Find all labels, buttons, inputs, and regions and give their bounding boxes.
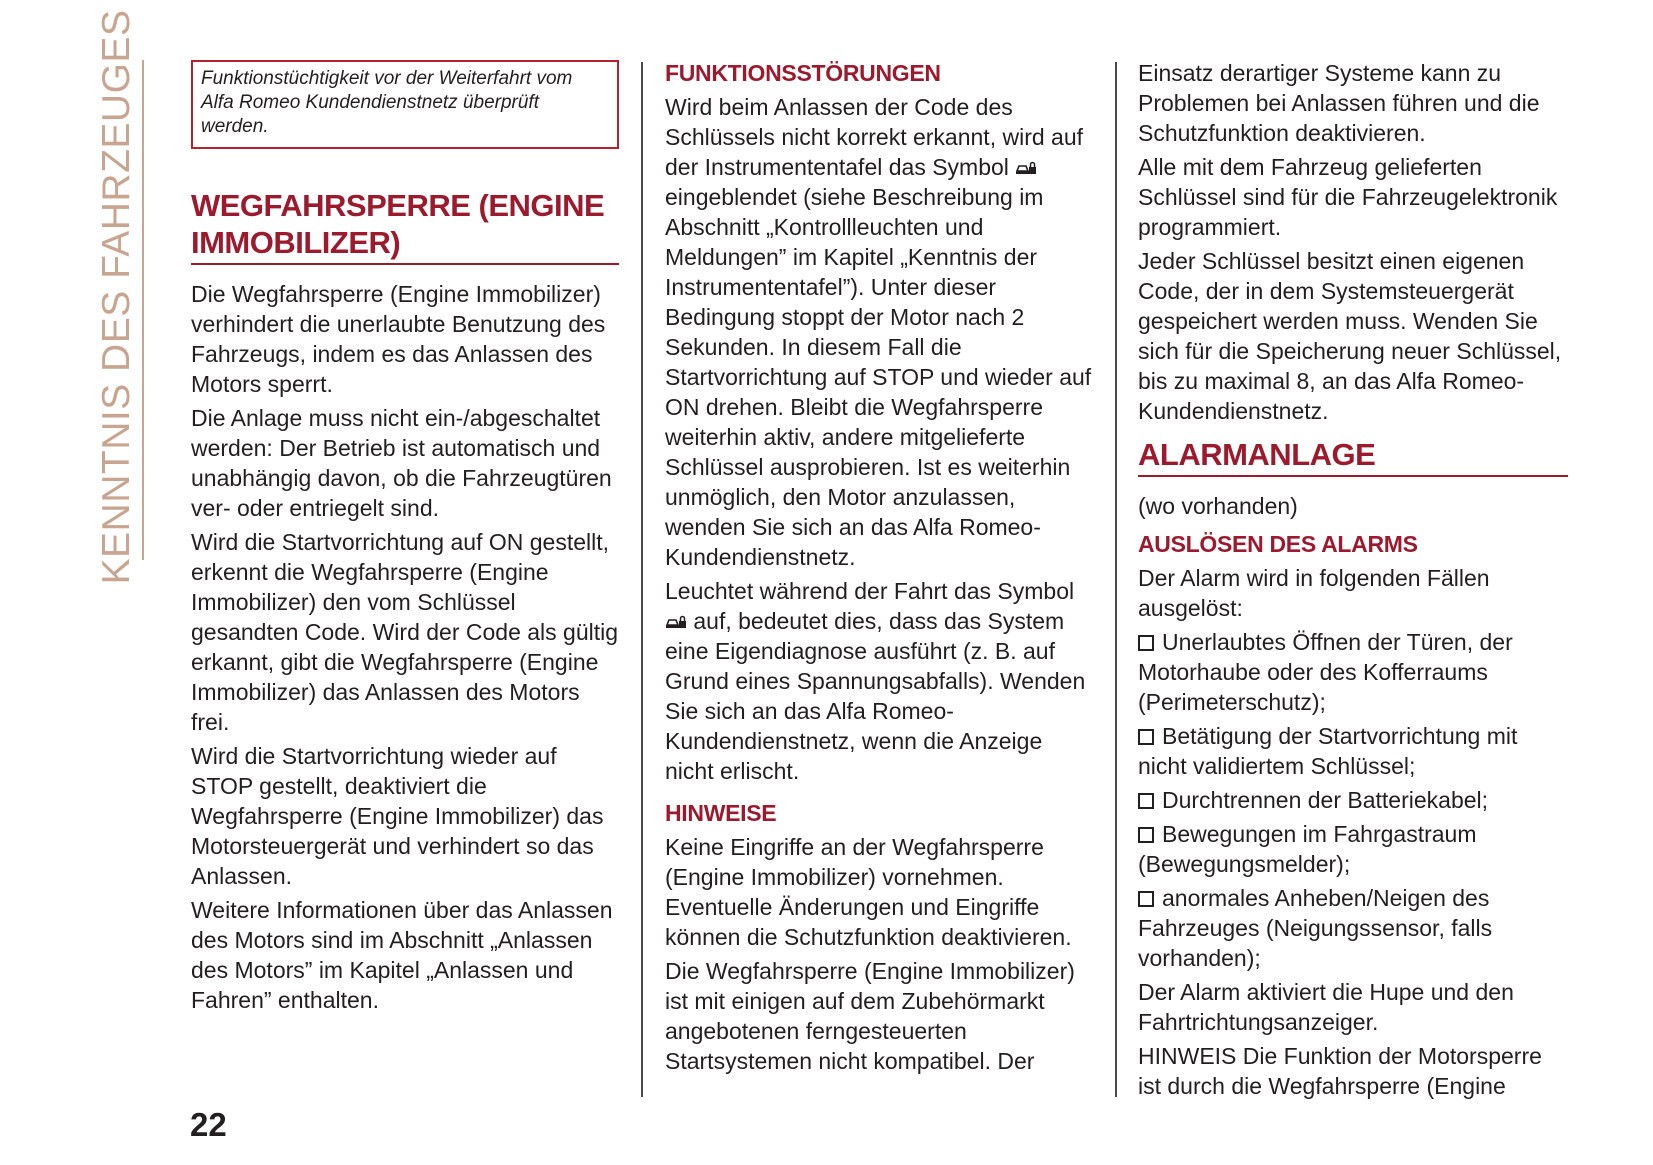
column-divider: [1115, 62, 1117, 1097]
paragraph-part: Wird beim Anlassen der Code des Schlüssels nicht korrekt erkannt, wird auf der Instrumententafel das Symbol: [665, 94, 1084, 180]
paragraph: (wo vorhanden): [1138, 493, 1298, 519]
list-item-text: Bewegungen im Fahrgastraum (Bewegungsmelder);: [1138, 821, 1477, 877]
notice-text: Funktionstüchtigkeit vor der Weiterfahrt vom Alfa Romeo Kundendienstnetz überprüft werden.: [201, 68, 573, 137]
paragraph: Alle mit dem Fahrzeug gelieferten Schlüssel sind für die Fahrzeugelektronik programmiert.: [1138, 154, 1558, 240]
paragraph: [665, 92, 1095, 572]
list-item: [1138, 883, 1568, 973]
chapter-side-title: [95, 9, 138, 585]
list-item: [1138, 627, 1568, 717]
section-heading-alarm: ALARMANLAGE: [1138, 436, 1568, 477]
column-3: [1138, 58, 1568, 1105]
checkbox-square-icon: [1138, 793, 1154, 809]
notice-box: [191, 60, 619, 149]
checkbox-square-icon: [1138, 827, 1154, 843]
checkbox-square-icon: [1138, 635, 1154, 651]
paragraph-part: Leuchtet während der Fahrt das Symbol: [665, 578, 1075, 604]
paragraph: Die Wegfahrsperre (Engine Immobilizer) verhindert die unerlaubte Benutzung des Fahrzeugs, indem es das Anlassen des Motors sperrt.: [191, 281, 606, 397]
paragraph: Jeder Schlüssel besitzt einen eigenen Code, der in dem Systemsteuergerät gespeichert werden muss. Wenden Sie sich für die Speicherung neuer Schlüssel, bis zu maximal 8, an das Alfa Romeo-Kundendienstnetz.: [1138, 248, 1562, 424]
checkbox-square-icon: [1138, 891, 1154, 907]
chapter-side-title-text: KENNTNIS DES FAHRZEUGES: [95, 9, 138, 585]
paragraph-part: eingeblendet (siehe Beschreibung im Abschnitt „Kontrollleuchten und Meldungen” im Kapitel „Kenntnis der Instrumententafel”). Unter dieser Bedingung stoppt der Motor nach 2 Sekunden. In diesem Fall die Startvorrichtung auf STOP und wieder auf ON drehen. Bleibt die Wegfahrsperre weiterhin aktiv, andere mitgelieferte Schlüssel ausprobieren. Ist es weiterhin unmöglich, den Motor anzulassen, wenden Sie sich an das Alfa Romeo-Kundendienstnetz.: [665, 184, 1092, 570]
paragraph: Wird die Startvorrichtung auf ON gestellt, erkennt die Wegfahrsperre (Engine Immobilizer) den vom Schlüssel gesandten Code. Wird der Code als gültig erkannt, gibt die Wegfahrsperre (Engine Immobilizer) das Anlassen des Motors frei.: [191, 529, 619, 735]
paragraph: Keine Eingriffe an der Wegfahrsperre (Engine Immobilizer) vornehmen. Eventuelle Änderungen und Eingriffe können die Schutzfunktion deaktivieren.: [665, 834, 1072, 950]
column-divider: [641, 62, 643, 1097]
paragraph-part: auf, bedeutet dies, dass das System eine Eigendiagnose ausführt (z. B. auf Grund eines Spannungsabfalls). Wenden Sie sich an das Alfa Romeo-Kundendienstnetz, wenn die Anzeige nicht erlischt.: [665, 608, 1086, 784]
list-item-text: Unerlaubtes Öffnen der Türen, der Motorhaube oder des Kofferraums (Perimeterschutz);: [1138, 629, 1513, 715]
subheading-notes: HINWEISE: [665, 800, 777, 826]
checkbox-square-icon: [1138, 729, 1154, 745]
paragraph: Der Alarm aktiviert die Hupe und den Fahrtrichtungsanzeiger.: [1138, 979, 1514, 1035]
side-divider: [142, 60, 144, 560]
paragraph: Einsatz derartiger Systeme kann zu Problemen bei Anlassen führen und die Schutzfunktion deaktivieren.: [1138, 60, 1540, 146]
subheading-alarm-trigger: AUSLÖSEN DES ALARMS: [1138, 531, 1418, 557]
list-item-text: Durchtrennen der Batteriekabel;: [1162, 787, 1489, 813]
car-key-lock-icon: [1015, 159, 1037, 177]
paragraph: Wird die Startvorrichtung wieder auf STOP gestellt, deaktiviert die Wegfahrsperre (Engine Immobilizer) das Motorsteuergerät und verhindert so das Anlassen.: [191, 743, 604, 889]
paragraph: Weitere Informationen über das Anlassen des Motors sind im Abschnitt „Anlassen des Motors” im Kapitel „Anlassen und Fahren” enthalten.: [191, 897, 613, 1013]
column-2: [665, 58, 1095, 1080]
paragraph: Die Anlage muss nicht ein-/abgeschaltet werden: Der Betrieb ist automatisch und unabhängig davon, ob die Fahrzeugtüren ver- oder entriegelt sind.: [191, 405, 612, 521]
list-item-text: Betätigung der Startvorrichtung mit nicht validiertem Schlüssel;: [1138, 723, 1518, 779]
page-number: 22: [190, 1106, 227, 1143]
list-item-text: anormales Anheben/Neigen des Fahrzeuges (Neigungssensor, falls vorhanden);: [1138, 885, 1493, 971]
list-item: [1138, 819, 1568, 879]
paragraph: HINWEIS Die Funktion der Motorsperre ist durch die Wegfahrsperre (Engine: [1138, 1043, 1542, 1099]
section-heading-immobilizer: WEGFAHRSPERRE (ENGINE IMMOBILIZER): [191, 187, 619, 265]
list-item: [1138, 785, 1568, 815]
column-1: [191, 58, 619, 1019]
list-item: [1138, 721, 1568, 781]
car-key-lock-icon: [665, 613, 687, 631]
paragraph: Der Alarm wird in folgenden Fällen ausgelöst:: [1138, 565, 1490, 621]
paragraph: Die Wegfahrsperre (Engine Immobilizer) ist mit einigen auf dem Zubehörmarkt angebotenen ferngesteuerten Startsystemen nicht kompatibel. Der: [665, 958, 1075, 1074]
subheading-malfunctions: FUNKTIONSSTÖRUNGEN: [665, 60, 941, 86]
paragraph: [665, 576, 1095, 786]
